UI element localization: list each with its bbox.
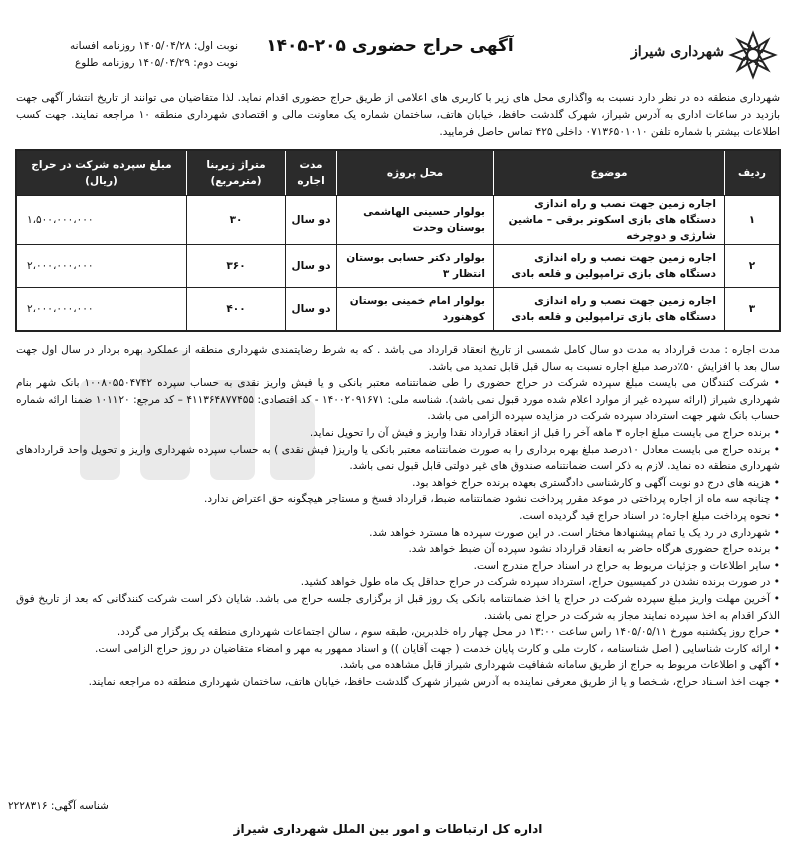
- header-subject: موضوع: [493, 151, 724, 195]
- cell-duration: دو سال: [285, 244, 336, 287]
- header-area: متراژ زیربنا (مترمربع): [186, 151, 285, 195]
- cell-subject: اجاره زمین جهت نصب و راه اندازی دستگاه های بازی اسکوتر برقی – ماشین شارژی و دوچرخه: [493, 195, 724, 244]
- term-item: • شرکت کنندگان می بایست مبلغ سپرده شرکت در حراج حضوری را طی ضمانتنامه معتبر بانکی و یا فیش واریز نقدی به حساب سپرده ۱۰۰۸۰۵۵۰۴۷۴۲ بانک شهر بنام شهرداری شیراز (ارائه سپرده غیر از موارد اعلام شده مورد قبول نمی باشد). شناسه ملی: ۱۴۰۰۲۰۹۱۶۷۱ - کد اقتصادی: ۴۱۱۳۶۴۸۷۷۴۵۵ – کد مرجع: ۱۰۱۱۲۰ ضمنا ارائه شماره حساب بانک شهر جهت استرداد سپرده شرکت در مزایده سپرده الزامی می باشد.: [16, 377, 780, 423]
- cell-area: ۴۰۰: [186, 287, 285, 330]
- header-place: محل پروژه: [336, 151, 493, 195]
- auction-notice: [10, 8, 786, 690]
- cell-area: ۳۶۰: [186, 244, 285, 287]
- logo-text: شهرداری شیراز: [631, 44, 724, 60]
- term-item: • سایر اطلاعات و جزئیات مربوط به حراج در اسناد حراج مندرج است.: [473, 559, 780, 572]
- publication-dates: [18, 38, 238, 72]
- table-header-row: [17, 151, 779, 195]
- first-publication: نوبت اول: ۱۴۰۵/۰۴/۲۸ روزنامه افسانه: [70, 40, 238, 52]
- term-item: مدت اجاره : مدت قرارداد به مدت دو سال کامل شمسی از تاریخ انعقاد قرارداد می باشد . که به شرط رضایتمندی شهرداری منطقه از عملکرد بهره بردار در سال اول جهت سال بعد با افزایش ۵۰٪درصد مبلغ اجاره نسبت به سال قبل قابل تمدید می باشد.: [16, 344, 780, 373]
- intro-paragraph: شهرداری منطقه ده در نظر دارد نسبت به واگذاری محل های زیر با کاربری های اعلامی از طریق حراج حضوری اقدام نماید. لذا متقاضیان می توانند از تاریخ انتشار آگهی جهت بازدید در ساعات اداری به آدرس شیراز، شهرک گلدشت حافظ، خیابان هاتف، ساختمان شماره یک معاونت مالی و اقتصادی شهرداری منطقه ۱۰ مراجعه نمایند. جهت کسب اطلاعات بیشتر با شماره تلفن ۰۷۱۳۶۵۰۱۰۱۰ داخلی ۴۲۵ تماس حاصل فرمایید.: [16, 92, 780, 138]
- items-table: [15, 149, 781, 332]
- cell-place: بولوار امام خمینی بوستان کوهنورد: [336, 287, 493, 330]
- table-row: [17, 287, 779, 330]
- notice-header: [10, 8, 786, 90]
- term-item: • برنده حراج می بایست معادل ۱۰درصد مبلغ بهره برداری را به صورت ضمانتنامه معتبر بانکی یا واریز( فیش نقدی ) به حساب سپرده شهرداری واریز و تحویل واحد قراردادهای شهرداری منطقه ده نماید. لازم به ذکر است ضمانتنامه صندوق های غیر دولتی قابل قبول نمی باشد.: [16, 443, 780, 473]
- cell-duration: دو سال: [285, 195, 336, 244]
- term-item: • نحوه پرداخت مبلغ اجاره: در اسناد حراج قید گردیده است.: [519, 509, 780, 522]
- cell-row-number: ۲: [724, 244, 779, 287]
- cell-row-number: ۳: [724, 287, 779, 330]
- cell-deposit: ۲،۰۰۰،۰۰۰،۰۰۰: [17, 287, 186, 330]
- term-item: • چنانچه سه ماه از اجاره پرداختی در موعد مقرر پرداخت نشود ضمانتنامه ضبط، قرارداد فسخ و مستاجر هیچگونه حق اعتراض ندارد.: [204, 493, 780, 506]
- second-publication: نوبت دوم: ۱۴۰۵/۰۴/۲۹ روزنامه طلوع: [74, 57, 238, 69]
- table-row: [17, 244, 779, 287]
- ad-id: شناسه آگهی: ۲۲۲۸۳۱۶: [8, 800, 109, 812]
- cell-deposit: ۲،۰۰۰،۰۰۰،۰۰۰: [17, 244, 186, 287]
- term-item: • جهت اخذ اسـناد حراج، شـخصا و یا از طریق معرفی نماینده به آدرس شیراز شهرک گلدشت حافظ، خیابان هاتف، ساختمان شهرداری منطقه ده مراجعه نمایند.: [88, 675, 780, 688]
- cell-row-number: ۱: [724, 195, 779, 244]
- header-duration: مدت اجاره: [285, 151, 336, 195]
- table-row: [17, 195, 779, 244]
- term-item: • در صورت برنده نشدن در کمیسیون حراج، استرداد سپرده شرکت در حراج حداقل یک ماه طول خواهد کشید.: [300, 576, 780, 589]
- header-deposit: مبلغ سپرده شرکت در حراج (ریال): [17, 151, 186, 195]
- notice-title: آگهی حراج حضوری ۲۰۵-۱۴۰۵: [266, 36, 514, 56]
- term-item: • حراج روز یکشنبه مورخ ۱۴۰۵/۰۵/۱۱ راس ساعت ۱۳:۰۰ در محل چهار راه خلدبرین، طبقه سوم ، سالن اجتماعات شهرداری منطقه یک برگزار می گردد.: [116, 626, 780, 639]
- cell-area: ۳۰: [186, 195, 285, 244]
- cell-place: بولوار حسینی الهاشمی بوستان وحدت: [336, 195, 493, 244]
- cell-subject: اجاره زمین جهت نصب و راه اندازی دستگاه های بازی ترامپولین و قلعه بادی: [493, 287, 724, 330]
- cell-duration: دو سال: [285, 287, 336, 330]
- cell-subject: اجاره زمین جهت نصب و راه اندازی دستگاه های بازی ترامپولین و قلعه بادی: [493, 244, 724, 287]
- term-item: • شهرداری در رد یک یا تمام پیشنهادها مختار است. در این صورت سپرده ها مسترد خواهد شد.: [369, 526, 780, 539]
- terms-list: [16, 342, 780, 690]
- term-item: • برنده حراج حضوری هرگاه حاضر به انعقاد قرارداد نشود سپرده آن ضبط خواهد شد.: [408, 543, 780, 556]
- footer-department: اداره کل ارتباطات و امور بین الملل شهرداری شیراز: [233, 822, 543, 836]
- cell-deposit: ۱،۵۰۰،۰۰۰،۰۰۰: [17, 195, 186, 244]
- shiraz-municipality-logo: [628, 30, 778, 80]
- term-item: • هزینه های درج دو نوبت آگهی و کارشناسی دادگستری بعهده برنده حراج خواهد بود.: [412, 476, 780, 489]
- flower-logo-icon: [728, 30, 778, 80]
- term-item: • آگهی و اطلاعات مربوط به حراج از طریق سامانه شفافیت شهرداری شیراز قابل مشاهده می باشد.: [339, 659, 780, 672]
- cell-place: بولوار دکتر حسابی بوستان انتظار ۳: [336, 244, 493, 287]
- term-item: • ارائه کارت شناسایی ( اصل شناسنامه ، کارت ملی و کارت پایان خدمت ( جهت آقایان )) و اسناد ممهور به مهر و امضاء متقاضیان در روز حراج الزامی است.: [95, 642, 780, 655]
- header-row-number: ردیف: [724, 151, 779, 195]
- term-item: • آخرین مهلت واریز مبلغ سپرده شرکت در حراج یا اخذ ضمانتنامه بانکی یک روز قبل از برگزاری جلسه حراج می باشد. شایان ذکر است شرکت کنندگانی که بعد از تاریخ فوق الذکر اقدام به اخذ سپرده نمایند مجاز به شرکت در حراج نمی باشند.: [16, 592, 780, 622]
- term-item: • برنده حراج می بایست مبلغ اجاره ۳ ماهه آخر را قبل از انعقاد قرارداد نقدا واریز و فیش آن را تحویل نماید.: [309, 426, 780, 439]
